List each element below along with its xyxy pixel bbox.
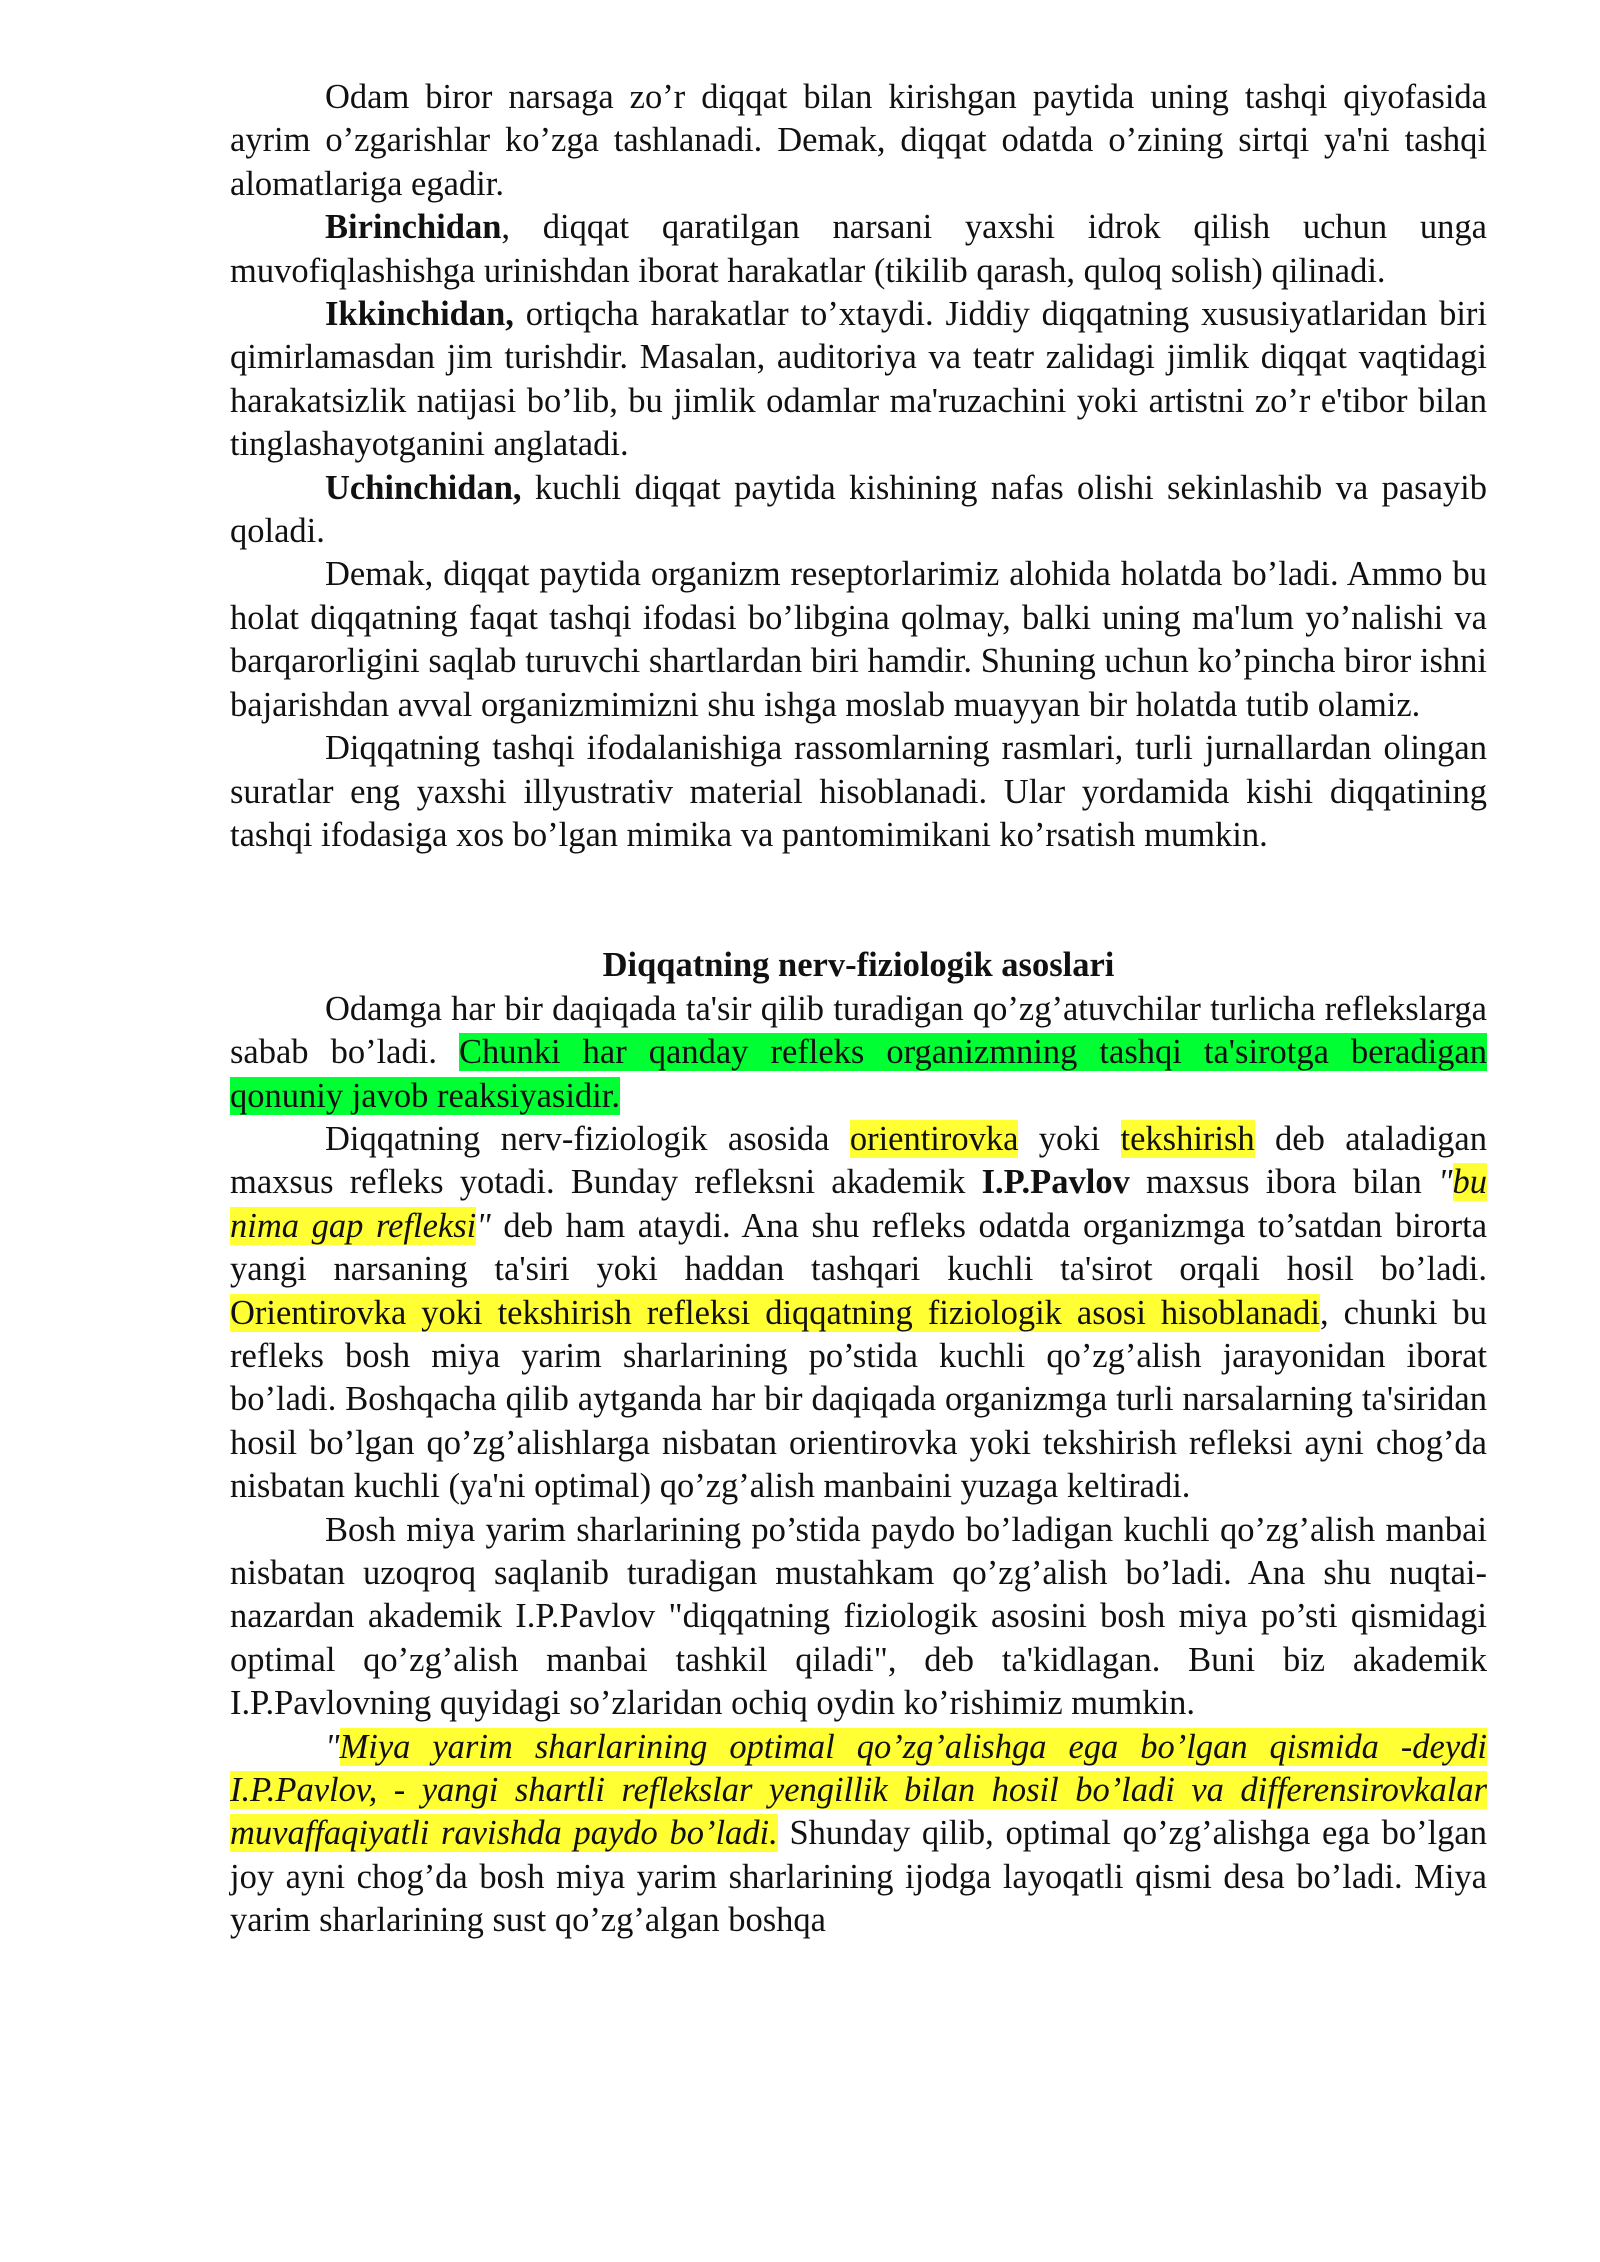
- section-heading: Diqqatning nerv-fiziologik asoslari: [602, 946, 1115, 985]
- paragraph-text: kuchli diqqat paytida kishining nafas olishi sekinlashib va pasayib qoladi.: [230, 468, 1487, 551]
- paragraph-text: , chunki bu refleks bosh miya yarim sharlarining po’stida kuchli qo’zg’alish jarayonidan iborat bo’ladi. Boshqacha qilib aytganda har bir daqiqada organizmga turli narsalarning ta'siridan hosil bo’lgan qo’zg’alishlarga nisbatan orientirovka yoki tekshirish refleksi ayni chog’da nisbatan kuchli (ya'ni optimal) qo’zg’alish manbaini yuzaga keltiradi.: [230, 1293, 1487, 1506]
- paragraph-text: yoki: [1018, 1119, 1121, 1158]
- author-name-bold: I.P.Pavlov: [981, 1163, 1130, 1202]
- lead-word-thirdly: Uchinchidan,: [325, 468, 522, 507]
- highlight-green: Chunki har qanday refleks organizmning tashqi ta'sirotga beradigan qonuniy javob reaksiyasidir.: [230, 1033, 1487, 1115]
- highlight-tekshirish: tekshirish: [1120, 1119, 1255, 1158]
- highlight-physiological-basis: Orientirovka yoki tekshirish refleksi diqqatning fiziologik asosi hisoblanadi: [230, 1293, 1320, 1332]
- paragraph-firstly: [230, 206, 1487, 293]
- document-page: [230, 76, 1487, 1943]
- paragraph-text: Odamga har bir daqiqada ta'sir qilib turadigan qo’zg’atuvchilar turlicha reflekslarga sabab bo’ladi.: [230, 989, 1487, 1072]
- paragraph-text: Odam biror narsaga zo’r diqqat bilan kirishgan paytida uning tashqi qiyofasida ayrim o’zgarishlar ko’zga tashlanadi. Demak, diqqat odatda o’zining sirtqi ya'ni tashqi alomatlariga egadir.: [230, 78, 1487, 203]
- paragraph-illustrations: [230, 727, 1487, 857]
- quote-mark: ": [476, 1206, 491, 1245]
- paragraph-text: ortiqcha harakatlar to’xtaydi. Jiddiy diqqatning xususiyatlaridan biri qimirlamasdan jim turishdir. Masalan, auditoriya va teatr zalidagi jimlik diqqat vaqtidagi harakatsizlik natijasi bo’lib, bu jimlik odamlar ma'ruzachini yoki artistni zo’r e'tibor bilan tinglashayotganini anglatadi.: [230, 295, 1487, 464]
- highlight-orientirovka: orientirovka: [849, 1119, 1019, 1158]
- paragraph-text: deb ham ataydi. Ana shu refleks odatda organizmga to’satdan birorta yangi narsaning ta'siri yoki haddan tashqari kuchli ta'sirot orqali hosil bo’ladi.: [230, 1206, 1488, 1289]
- paragraph-text: Diqqatning nerv-fiziologik asosida: [325, 1119, 850, 1158]
- paragraph-text: deb ataladigan maxsus refleks yotadi. Bunday refleksni akademik: [230, 1119, 1487, 1202]
- paragraph-secondly: [230, 293, 1487, 467]
- highlight-pavlov-quote: Miya yarim sharlarining optimal qo’zg’alishga ega bo’lgan qismida -deydi I.P.Pavlov, - yangi shartli reflekslar yengillik bilan hosil bo’ladi va differensirovkalar muvaffaqiyatli ravishda paydo bo’ladi.: [230, 1727, 1487, 1853]
- paragraph-text: Shunday qilib, optimal qo’zg’alishga ega bo’lgan joy ayni chog’da bosh miya yarim sharlarining ijodga layoqatli qismi desa bo’ladi. Miya yarim sharlarining sust qo’zg’algan boshqa: [230, 1814, 1487, 1940]
- paragraph-text: Diqqatning tashqi ifodalanishiga rassomlarning rasmlari, turli jurnallardan olingan suratlar eng yaxshi illyustrativ material hisoblanadi. Ular yordamida kishi diqqatining tashqi ifodasiga xos bo’lgan mimika va pantomimikani ko’rsatish mumkin.: [230, 729, 1487, 854]
- lead-word-secondly: Ikkinchidan,: [325, 295, 514, 334]
- paragraph-text: Demak, diqqat paytida organizm reseptorlarimiz alohida holatda bo’ladi. Ammo bu holat diqqatning faqat tashqi ifodasi bo’libgina qolmay, balki uning ma'lum yo’nalishi va barqarorligini saqlab turuvchi shartlardan biri hamdir. Shuning uchun ko’pincha biror ishni bajarishdan avval organizmimizni shu ishga moslab muayyan bir holatda tutib olamiz.: [230, 555, 1487, 724]
- paragraph-text: , diqqat qaratilgan narsani yaxshi idrok qilish uchun unga muvofiqlashishga urinishdan iborat harakatlar (tikilib qarash, quloq solish) qilinadi.: [230, 208, 1487, 290]
- quote-mark: ": [1438, 1163, 1453, 1202]
- paragraph-receptors: [230, 553, 1487, 727]
- paragraph-pavlov-quote: [230, 1726, 1487, 1943]
- paragraph-text: maxsus ibora bilan: [1129, 1163, 1439, 1202]
- paragraph-orienting-reflex: [230, 1118, 1487, 1509]
- paragraph-thirdly: [230, 467, 1487, 554]
- paragraph-text: Bosh miya yarim sharlarining po’stida paydo bo’ladigan kuchli qo’zg’alish manbai nisbatan uzoqroq saqlanib turadigan mustahkam qo’zg’alish bo’ladi. Ana shu nuqtai- nazardan akademik I.P.Pavlov "diqqatning fiziologik asosini bosh miya po’sti qismidagi optimal qo’zg’alish manbai tashkil qiladi", deb ta'kidlagan. Buni biz akademik I.P.Pavlovning quyidagi so’zlaridan ochiq oydin ko’rishimiz mumkin.: [230, 1510, 1487, 1723]
- paragraph-external-signs: [230, 76, 1487, 206]
- paragraph-excitation-focus: [230, 1509, 1487, 1726]
- paragraph-reflexes: [230, 988, 1487, 1118]
- quote-mark: ": [325, 1727, 340, 1766]
- highlight-what-is-it-reflex: bu nima gap refleksi: [230, 1163, 1488, 1245]
- lead-word-firstly: Birinchidan: [325, 208, 502, 247]
